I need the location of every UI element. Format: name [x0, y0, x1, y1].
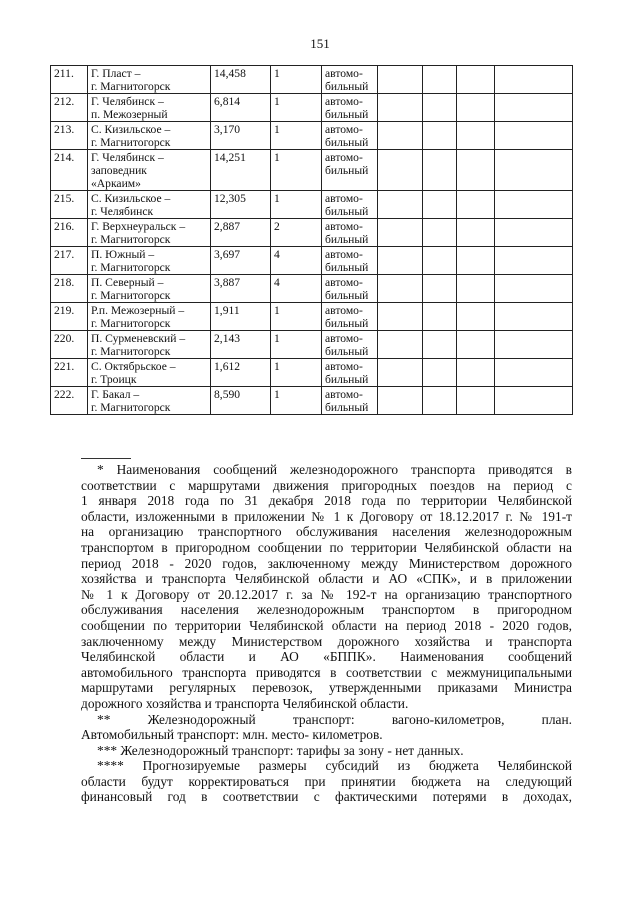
route-count: 1	[271, 303, 322, 331]
transport-type: автомо- бильный	[322, 150, 378, 191]
table-row	[51, 303, 573, 331]
row-number: 216.	[51, 219, 88, 247]
page-number: 151	[310, 36, 330, 51]
empty-cell	[378, 191, 423, 219]
route-name: Г. Челябинск – заповедник «Аркаим»	[88, 150, 211, 191]
empty-cell	[457, 359, 495, 387]
empty-cell	[457, 66, 495, 94]
route-count: 1	[271, 150, 322, 191]
empty-cell	[457, 191, 495, 219]
route-length: 3,697	[211, 247, 271, 275]
empty-cell	[495, 387, 573, 415]
route-name: Г. Бакал – г. Магнитогорск	[88, 387, 211, 415]
table-row	[51, 387, 573, 415]
route-count: 1	[271, 94, 322, 122]
empty-cell	[457, 275, 495, 303]
empty-cell	[423, 359, 457, 387]
row-number: 219.	[51, 303, 88, 331]
route-name: С. Октябрьское – г. Троицк	[88, 359, 211, 387]
footnote-4: **** Прогнозируемые размеры субсидий из бюджета Челябинской области будут корректироваться при принятии бюджета на следующий финансовый год в соответствии с фактическими потерями в доходах,	[81, 758, 572, 805]
route-name: Г. Пласт – г. Магнитогорск	[88, 66, 211, 94]
empty-cell	[378, 387, 423, 415]
empty-cell	[378, 303, 423, 331]
route-count: 1	[271, 122, 322, 150]
empty-cell	[457, 150, 495, 191]
empty-cell	[495, 331, 573, 359]
route-length: 14,458	[211, 66, 271, 94]
route-name: Г. Челябинск – п. Межозерный	[88, 94, 211, 122]
route-count: 1	[271, 191, 322, 219]
empty-cell	[423, 122, 457, 150]
row-number: 217.	[51, 247, 88, 275]
empty-cell	[457, 94, 495, 122]
footnotes	[81, 462, 572, 805]
empty-cell	[378, 359, 423, 387]
routes-table	[50, 65, 573, 415]
route-length: 1,911	[211, 303, 271, 331]
empty-cell	[495, 303, 573, 331]
transport-type: автомо- бильный	[322, 219, 378, 247]
route-count: 1	[271, 66, 322, 94]
transport-type: автомо- бильный	[322, 247, 378, 275]
empty-cell	[378, 219, 423, 247]
route-length: 3,170	[211, 122, 271, 150]
empty-cell	[495, 275, 573, 303]
transport-type: автомо- бильный	[322, 122, 378, 150]
row-number: 218.	[51, 275, 88, 303]
table-row	[51, 359, 573, 387]
route-count: 4	[271, 247, 322, 275]
empty-cell	[423, 191, 457, 219]
footnote-separator	[81, 458, 131, 459]
empty-cell	[423, 387, 457, 415]
transport-type: автомо- бильный	[322, 359, 378, 387]
route-name: П. Сурменевский – г. Магнитогорск	[88, 331, 211, 359]
route-name: П. Южный – г. Магнитогорск	[88, 247, 211, 275]
transport-type: автомо- бильный	[322, 331, 378, 359]
empty-cell	[495, 219, 573, 247]
empty-cell	[423, 66, 457, 94]
route-length: 1,612	[211, 359, 271, 387]
route-count: 2	[271, 219, 322, 247]
route-name: С. Кизильское – г. Магнитогорск	[88, 122, 211, 150]
empty-cell	[423, 331, 457, 359]
row-number: 215.	[51, 191, 88, 219]
row-number: 212.	[51, 94, 88, 122]
route-length: 2,143	[211, 331, 271, 359]
footnote-1: * Наименования сообщений железнодорожного транспорта приводятся в соответствии с маршрутами движения пригородных поездов на период с 1 января 2018 года по 31 декабря 2018 года по территории Челябинской области, изложенными в приложении № 1 к Договору от 18.12.2017 г. № 191-т на организацию транспортного обслуживания населения железнодорожным транспортом в пригородном сообщении по территории Челябинской области на период 2018 - 2020 годов, заключенному между Министерством дорожного хозяйства и транспорта Челябинской области и АО «СПК», и в приложении № 1 к Договору от 20.12.2017 г. за № 192-т на организацию транспортного обслуживания населения железнодорожным транспортом в пригородном сообщении по территории Челябинской области на период 2018 - 2020 годов, заключенному между Министерством дорожного хозяйства и транспорта Челябинской области и АО «БППК». Наименования сообщений автомобильного транспорта приводятся в соответствии с межмуниципальными маршрутами регулярных перевозок, утвержденными приказами Министра дорожного хозяйства и транспорта Челябинской области.	[81, 462, 572, 711]
row-number: 211.	[51, 66, 88, 94]
row-number: 220.	[51, 331, 88, 359]
table-row	[51, 122, 573, 150]
table-row	[51, 150, 573, 191]
transport-type: автомо- бильный	[322, 275, 378, 303]
table-row	[51, 219, 573, 247]
route-name: П. Северный – г. Магнитогорск	[88, 275, 211, 303]
row-number: 222.	[51, 387, 88, 415]
route-count: 1	[271, 331, 322, 359]
table-row	[51, 275, 573, 303]
empty-cell	[378, 275, 423, 303]
table-row	[51, 66, 573, 94]
route-count: 1	[271, 387, 322, 415]
empty-cell	[378, 122, 423, 150]
route-name: С. Кизильское – г. Челябинск	[88, 191, 211, 219]
route-length: 6,814	[211, 94, 271, 122]
empty-cell	[457, 219, 495, 247]
empty-cell	[423, 219, 457, 247]
empty-cell	[423, 275, 457, 303]
empty-cell	[457, 122, 495, 150]
transport-type: автомо- бильный	[322, 303, 378, 331]
transport-type: автомо- бильный	[322, 66, 378, 94]
route-length: 12,305	[211, 191, 271, 219]
empty-cell	[495, 359, 573, 387]
route-length: 3,887	[211, 275, 271, 303]
empty-cell	[457, 387, 495, 415]
row-number: 213.	[51, 122, 88, 150]
empty-cell	[378, 94, 423, 122]
empty-cell	[423, 94, 457, 122]
footnote-3: *** Железнодорожный транспорт: тарифы за зону - нет данных.	[97, 742, 464, 758]
empty-cell	[457, 247, 495, 275]
empty-cell	[457, 303, 495, 331]
empty-cell	[495, 66, 573, 94]
footnote-2: ** Железнодорожный транспорт: вагоно-километров, план. Автомобильный транспорт: млн. место- километров.	[81, 711, 572, 743]
empty-cell	[378, 331, 423, 359]
route-count: 4	[271, 275, 322, 303]
empty-cell	[378, 150, 423, 191]
table-row	[51, 191, 573, 219]
route-name: Р.п. Межозерный – г. Магнитогорск	[88, 303, 211, 331]
transport-type: автомо- бильный	[322, 191, 378, 219]
empty-cell	[423, 150, 457, 191]
transport-type: автомо- бильный	[322, 94, 378, 122]
empty-cell	[378, 247, 423, 275]
route-length: 2,887	[211, 219, 271, 247]
route-length: 8,590	[211, 387, 271, 415]
table-row	[51, 247, 573, 275]
route-count: 1	[271, 359, 322, 387]
route-name: Г. Верхнеуральск – г. Магнитогорск	[88, 219, 211, 247]
empty-cell	[495, 122, 573, 150]
empty-cell	[378, 66, 423, 94]
route-length: 14,251	[211, 150, 271, 191]
empty-cell	[457, 331, 495, 359]
empty-cell	[495, 150, 573, 191]
table-row	[51, 331, 573, 359]
empty-cell	[495, 247, 573, 275]
transport-type: автомо- бильный	[322, 387, 378, 415]
row-number: 214.	[51, 150, 88, 191]
table-row	[51, 94, 573, 122]
empty-cell	[423, 247, 457, 275]
empty-cell	[495, 94, 573, 122]
row-number: 221.	[51, 359, 88, 387]
empty-cell	[423, 303, 457, 331]
empty-cell	[495, 191, 573, 219]
